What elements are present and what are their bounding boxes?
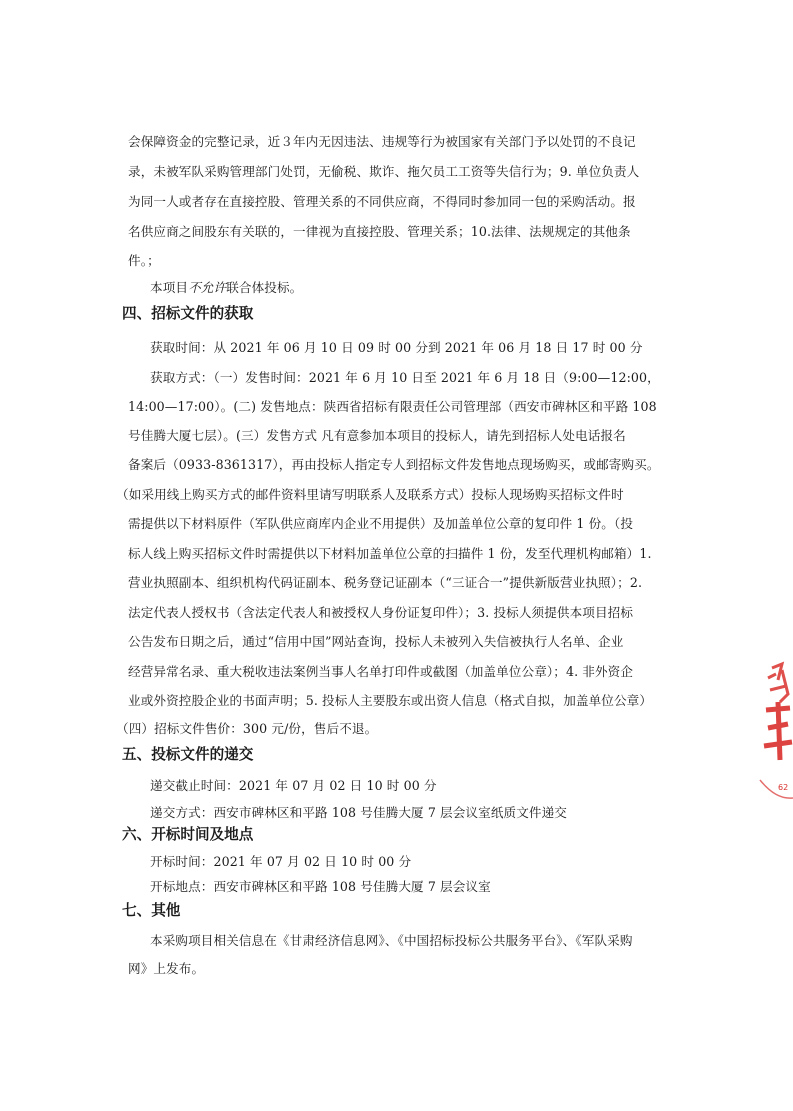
section-4-method-line-8: 营业执照副本、组织机构代码证副本、税务登记证副本（“三证合一”提供新版营业执照）；2. bbox=[128, 575, 643, 590]
section-4-heading: 四、招标文件的获取 bbox=[122, 305, 254, 322]
consortium-value: 不允许 bbox=[188, 280, 227, 295]
section-4-method-line-5: （如采用线上购买方式的邮件资料里请写明联系人及联系方式）投标人现场购买招标文件时 bbox=[116, 487, 624, 502]
consortium-suffix: 联合体投标。 bbox=[226, 280, 303, 295]
section-4-method-line-1: 获取方式：（一）发售时间：2021 年 6 月 10 日至 2021 年 6 月 18 日（9:00—12:00， bbox=[150, 370, 660, 385]
section-7-line-1: 本采购项目相关信息在《甘肃经济信息网》、《中国招标投标公共服务平台》、《军队采购 bbox=[150, 933, 633, 948]
para-qualification-line-4: 名供应商之间股东有关联的，一律视为直接控股、管理关系；10.法律、法规规定的其他条 bbox=[128, 224, 631, 239]
section-4-method-line-3: 号佳腾大厦七层）。(三）发售方式 凡有意参加本项目的投标人，请先到招标人处电话报名 bbox=[128, 428, 626, 443]
section-4-method-line-9: 法定代表人授权书（含法定代表人和被授权人身份证复印件）；3. 投标人须提供本项目招标 bbox=[128, 605, 634, 620]
section-4-method-line-6: 需提供以下材料原件（军队供应商库内企业不用提供）及加盖单位公章的复印件 1 份。（投 bbox=[128, 516, 634, 531]
section-5-heading: 五、投标文件的递交 bbox=[122, 746, 254, 763]
section-6-place: 开标地点：西安市碑林区和平路 108 号佳腾大厦 7 层会议室 bbox=[150, 879, 491, 894]
para-qualification-line-5: 件。； bbox=[128, 253, 160, 268]
section-4-method-line-12: 业或外资控股企业的书面声明；5. 投标人主要股东或出资人信息（格式自拟，加盖单位公章） bbox=[128, 693, 653, 708]
para-qualification-line-2: 录，未被军队采购管理部门处罚，无偷税、欺诈、拖欠员工工资等失信行为；9. 单位负责人 bbox=[128, 164, 640, 179]
section-7-line-2: 网》上发布。 bbox=[128, 961, 205, 976]
section-4-acquire-time: 获取时间：从 2021 年 06 月 10 日 09 时 00 分到 2021 年 06 月 18 日 17 时 00 分 bbox=[150, 340, 643, 355]
consortium-statement bbox=[150, 279, 302, 297]
section-4-method-line-4: 备案后（0933-8361317），再由投标人指定专人到招标文件发售地点现场购买，或邮寄购买。 bbox=[128, 457, 660, 472]
section-6-heading: 六、开标时间及地点 bbox=[122, 826, 254, 843]
para-qualification-line-1: 会保障资金的完整记录，近３年内无因违法、违规等行为被国家有关部门予以处罚的不良记 bbox=[128, 134, 636, 149]
section-4-method-line-2: 14:00—17:00）。(二) 发售地点：陕西省招标有限责任公司管理部（西安市碑林区和平路 108 bbox=[128, 399, 657, 414]
section-5-deadline: 递交截止时间：2021 年 07 月 02 日 10 时 00 分 bbox=[150, 778, 437, 793]
section-4-method-line-10: 公告发布日期之后，通过“信用中国”网站查询，投标人未被列入失信被执行人名单、企业 bbox=[128, 634, 624, 649]
section-5-method: 递交方式：西安市碑林区和平路 108 号佳腾大厦 7 层会议室纸质文件递交 bbox=[150, 805, 567, 820]
seal-stamp-fragment bbox=[758, 650, 793, 810]
section-7-heading: 七、其他 bbox=[122, 902, 181, 919]
svg-text:62: 62 bbox=[778, 783, 789, 792]
para-qualification-line-3: 为同一人或者存在直接控股、管理关系的不同供应商，不得同时参加同一包的采购活动。报 bbox=[128, 194, 636, 209]
consortium-prefix: 本项目 bbox=[150, 280, 189, 295]
section-4-method-line-11: 经营异常名录、重大税收违法案例当事人名单打印件或截图（加盖单位公章）；4. 非外资企 bbox=[128, 664, 634, 679]
section-4-method-line-7: 标人线上购买招标文件时需提供以下材料加盖单位公章的扫描件 1 份，发至代理机构邮箱）1. bbox=[128, 546, 652, 561]
section-4-method-line-13: （四）招标文件售价：300 元/份，售后不退。 bbox=[116, 721, 378, 736]
section-6-time: 开标时间：2021 年 07 月 02 日 10 时 00 分 bbox=[150, 854, 412, 869]
